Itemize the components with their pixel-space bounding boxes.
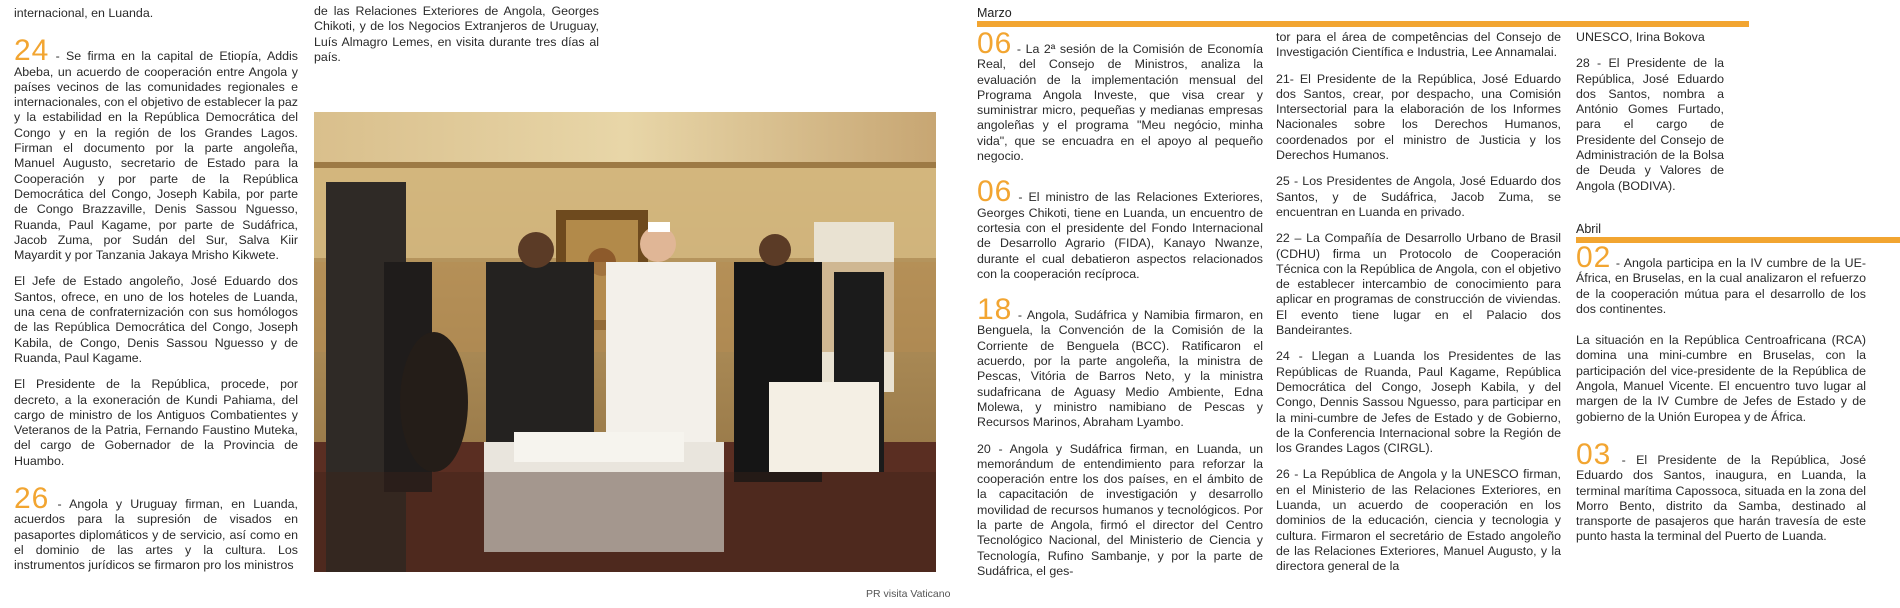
month-heading-marzo: Marzo [977, 6, 1012, 20]
date-number: 18 [977, 293, 1013, 327]
photo-vatican-visit [314, 112, 936, 572]
entry-06b [977, 175, 1263, 282]
paragraph: El Jefe de Estado angoleño, José Eduardo dos Santos, ofrece, en uno de los hoteles de Luanda, una cena de confraternización con sus homólogos de las República Democrática del Congo, Joseph Kabila, de Congo, Denis Sassou Nguesso y de Ruanda, Paul Kagame. [14, 274, 298, 365]
month-heading-abril: Abril [1576, 222, 1602, 236]
entry-text: - Angola, Sudáfrica y Namibia firmaron, en Benguela, la Convención de la Comisión de la Corriente de Benguela (BCC). Ratificaron el acuerdo, por la parte angoleña, la ministra de Pescas, Vitória de Barros Neto, y la ministra sudafricana de Aguasy Medio Ambiente, Edna Molewa, y ministro namibiano de Pescas y Recursos Marinos, Abraham Lyambo. [977, 308, 1263, 430]
text-column-1 [14, 6, 298, 585]
paragraph: 26 - La República de Angola y la UNESCO firman, en el Ministerio de las Relaciones Exteriores, en Luanda, un acuerdo de cooperación en los dominios de la educación, ciencia y tecnologia y cultura. Firmaron el secretário de Estado angoleño de las Relaciones Exteriores, Manuel Augusto, y la directora general de la [1276, 467, 1561, 574]
entry-text: - Angola participa en la IV cumbre de la UE-África, en Bruselas, en la cual analizaron el refuerzo de la cooperación mútua para el desarrollo de los dos continentes. [1576, 256, 1866, 316]
paragraph: 24 - Llegan a Luanda los Presidentes de las Repúblicas de Ruanda, Paul Kagame, República Democrática del Congo, Joseph Kabila, y del Congo, Dennis Sassou Nguesso, para participar en la mini-cumbre de Jefes de Estado y de Gobierno, de la Conferencia Internacional sobre la Región de los Grandes Lagos (CIRGL). [1276, 349, 1561, 456]
entry-18 [977, 293, 1263, 430]
entry-24 [14, 34, 298, 263]
date-number: 03 [1576, 437, 1612, 471]
date-number: 06 [977, 27, 1013, 60]
paragraph: 20 - Angola y Sudáfrica firman, en Luanda, un memorándum de entendimiento para reforzar la cooperación entre los dos países, en el ámbito de la capacitación de investigación y desarrollo movilidad de recursos humanos y tecnológicos. Por la parte de Angola, firmó el director del Centro Tecnológico Nacional, del Ministerio de Ciencia y Tecnología, Rufino Sambanje, y por la parte de Sudáfrica, el ges- [977, 441, 1263, 578]
photo-caption: PR visita Vaticano [866, 588, 951, 600]
date-number: 26 [14, 482, 50, 516]
entry-text: - El Presidente de la República, José Eduardo dos Santos, inaugura, en Luanda, la terminal marítima Capossoca, situada en la zona del Morro Bento, distrito da Samba, destinado al transporte de pasajeros que harán travesía de este punto hasta la terminal del Puerto de Luanda. [1576, 452, 1866, 544]
entry-text: - El ministro de las Relaciones Exteriores, Georges Chikoti, tiene en Luanda, un encuentro de cortesia con el presidente del Fondo Internacional de Desarrollo Agrario (FIDA), Kanayo Nwanze, durante el cual debatieron aspectos relacionados con la cooperación recíproca. [977, 190, 1263, 281]
paragraph: 28 - El Presidente de la República, José Eduardo dos Santos, nombra a António Gomes Furtado, para el cargo de Presidente del Consejo de Administración de la Bolsa de Deuda y Valores de Angola (BODIVA). [1576, 56, 1724, 193]
text-column-4 [1276, 30, 1561, 586]
entry-text: - Se firma en la capital de Etiopía, Addis Abeba, un acuerdo de cooperación entre Angola y países vecinos de las comunidades regionales e internacionales, con el objetivo de establecer la paz y la estabilidad en la República Democrática del Congo y en la región de los Grandes Lagos. Firman el documento por la parte angoleña, Manuel Augusto, secretario de Estado para la Cooperación y por parte de la República Democrática del Congo, Joseph Kabila, por parte de Congo Brazzaville, Denis Sassou Nguesso, Ruanda, Paul Kagame, por parte de Sudáfrica, Jacob Zuma, por Sudán del Sur, Salva Kiir Mayardit y por Tanzania Jakaya Mrisho Kikwete. [14, 49, 298, 263]
text-column-5 [1576, 30, 1724, 205]
text-column-2 [314, 4, 599, 76]
accent-bar [977, 21, 1749, 27]
paragraph: 25 - Los Presidentes de Angola, José Eduardo dos Santos, y de Sudáfrica, Jacob Zuma, se encuentran en Luanda en privado. [1276, 174, 1561, 219]
date-number: 02 [1576, 241, 1612, 274]
date-number: 06 [977, 175, 1013, 209]
entry-02 [1576, 241, 1866, 317]
paragraph: 21- El Presidente de la República, José Eduardo dos Santos, crear, por despacho, una Comisión Intersectorial para la elaboración de los Informes Nacionales sobre los Derechos Humanos, coordenados por el ministro de Justicia y los Derechos Humanos. [1276, 71, 1561, 163]
entry-text: - Angola y Uruguay firman, en Luanda, acuerdos para la supresión de visados en pasaportes diplomáticos y de servicio, así como en el dominio de las artes y la cultura. Los instrumentos jurídicos se firmaron pro los ministros [14, 497, 298, 573]
paragraph: tor para el área de competências del Consejo de Investigación Científica e Industria, Lee Annamalai. [1276, 30, 1561, 60]
entry-26 [14, 482, 298, 573]
paragraph: La situación en la República Centroafricana (RCA) domina una mini-cumbre en Bruselas, con la participación del vice-presidente de la República de Angola, Manuel Vicente. El encuentro tuvo lugar al margen de la IV Cumbre de Jefes de Estado y de gobierno de la Unión Europea y de África. [1576, 333, 1866, 424]
text-column-5b [1576, 241, 1866, 556]
accent-bar [1576, 237, 1900, 243]
entry-03 [1576, 437, 1866, 545]
entry-06 [977, 27, 1263, 164]
paragraph: de las Relaciones Exteriores de Angola, Georges Chikoti, y de los Negocios Extranjeros de Uruguay, Luís Almagro Lemes, en visita durante tres días al país. [314, 4, 599, 64]
date-number: 24 [14, 34, 50, 68]
paragraph: El Presidente de la República, procede, por decreto, a la exoneración de Kundi Pahiama, del cargo de ministro de los Antiguos Combatientes y Veteranos de la Patria, Fernando Faustino Muteka, del cargo de Gobernador de la Provincia de Huambo. [14, 377, 298, 468]
paragraph: internacional, en Luanda. [14, 6, 154, 20]
entry-text: - La 2ª sesión de la Comisión de Economía Real, del Consejo de Ministros, analiza la evaluación de la implementación mensual del Programa Angola Investe, que visa crear y suministrar micro, pequeñas y medianas empresas angoleñas y el programa "Meu negócio, minha vida", que se encuadra en el apoyo al pequeño negocio. [977, 42, 1263, 164]
text-column-3 [977, 27, 1263, 590]
paragraph: 22 – La Compañía de Desarrollo Urbano de Brasil (CDHU) firma un Protocolo de Cooperación Técnica con la República de Angola, con el objetivo de establecer intercambio de conocimiento para aplicar en programas de construcción de viviendas. El evento tiene lugar en el Palacio dos Bandeirantes. [1276, 231, 1561, 338]
paragraph: UNESCO, Irina Bokova [1576, 30, 1705, 44]
